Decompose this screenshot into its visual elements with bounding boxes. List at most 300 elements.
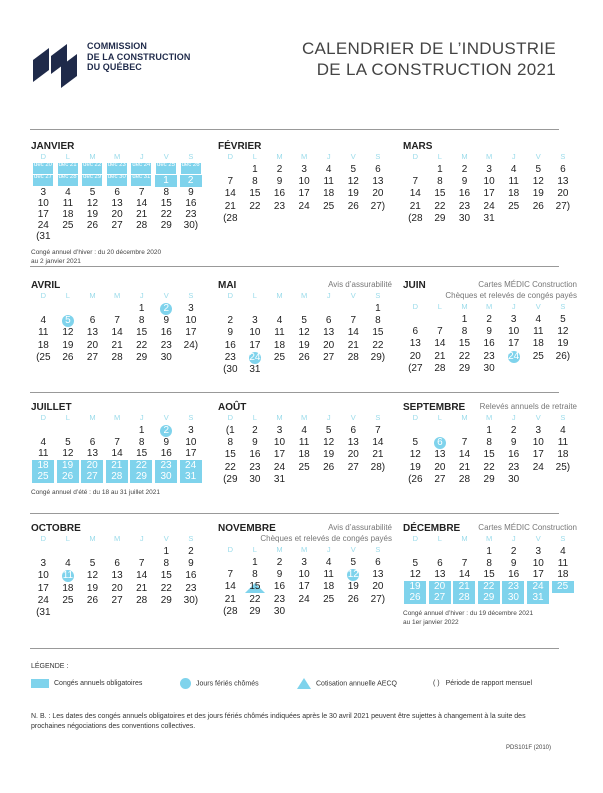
weekday-label: D bbox=[40, 534, 46, 543]
day-cell: 8 bbox=[461, 326, 468, 338]
day-cell: 23 bbox=[160, 339, 172, 351]
weekday-label: M bbox=[461, 152, 468, 161]
day-cell: 18 bbox=[323, 188, 335, 200]
day-cell: 25 bbox=[323, 593, 335, 605]
weekday-label: M bbox=[113, 413, 121, 422]
day-cell: 11 bbox=[298, 437, 310, 449]
org-line-1: COMMISSION bbox=[87, 41, 148, 51]
day-cell: 5 bbox=[325, 425, 332, 436]
day-cell: 17 bbox=[532, 569, 544, 581]
day-cell: 30 bbox=[508, 473, 520, 485]
day-cell: 13 bbox=[111, 570, 123, 582]
day-cell: 6 bbox=[560, 164, 566, 175]
day-cell: 12 bbox=[298, 327, 310, 339]
day-cell: 26 bbox=[86, 594, 99, 606]
day-cell: 6 bbox=[412, 326, 419, 338]
weekday-label: V bbox=[350, 545, 356, 554]
vacation-day: 31 bbox=[180, 471, 202, 483]
day-cell: 8 bbox=[375, 315, 381, 327]
day-cell: 7 bbox=[227, 176, 234, 188]
day-cell: 10 bbox=[532, 437, 544, 449]
day-cell: 4 bbox=[325, 164, 332, 175]
day-cell: 1 bbox=[252, 164, 258, 175]
day-cell: 15 bbox=[136, 327, 148, 339]
day-cell: 24 bbox=[532, 461, 544, 473]
day-cell: 2 bbox=[510, 425, 517, 436]
vacation-day: 24 bbox=[180, 460, 202, 472]
weekday-label: J bbox=[326, 413, 331, 422]
day-cell: 29 bbox=[434, 212, 446, 224]
weekday-label: M bbox=[89, 152, 96, 161]
day-cell: 20 bbox=[347, 449, 359, 461]
day-cell: 26 bbox=[298, 351, 310, 363]
day-cell: 12 bbox=[62, 327, 74, 339]
day-cell: 9 bbox=[163, 436, 170, 448]
day-cell: 19 bbox=[347, 188, 359, 200]
vacation-day: 21 bbox=[453, 581, 475, 593]
vacation-day: 27 bbox=[81, 471, 103, 483]
day-cell: 13 bbox=[86, 448, 99, 460]
day-cell: 16 bbox=[508, 569, 520, 581]
day-cell: 9 bbox=[510, 437, 517, 449]
day-cell: 8 bbox=[227, 437, 234, 449]
day-cell: 7 bbox=[227, 569, 234, 581]
day-cell: 31 bbox=[273, 473, 286, 485]
weekday-label: D bbox=[227, 152, 233, 161]
document-code: PDS101F (2010) bbox=[505, 745, 551, 751]
weekday-label: M bbox=[113, 534, 121, 543]
day-cell: (27 bbox=[408, 362, 423, 374]
day-cell: 30 bbox=[160, 351, 172, 363]
day-cell: 29 bbox=[136, 351, 148, 363]
weekday-label: M bbox=[461, 534, 468, 543]
vacation-day: 25 bbox=[552, 581, 574, 593]
weekday-label: M bbox=[113, 291, 121, 300]
month-name: MARS bbox=[403, 141, 433, 152]
organization-name bbox=[87, 41, 190, 73]
vacation-day: 28 bbox=[106, 471, 128, 483]
day-cell: 26 bbox=[323, 461, 335, 473]
weekday-label: D bbox=[412, 302, 418, 311]
day-cell: 11 bbox=[508, 176, 519, 188]
day-cell: 23 bbox=[224, 351, 236, 363]
day-cell: 28 bbox=[111, 351, 123, 363]
day-cell: 11 bbox=[323, 569, 334, 581]
weekday-label: M bbox=[276, 545, 283, 554]
day-cell: 20 bbox=[409, 350, 421, 362]
day-cell: 27 bbox=[86, 351, 99, 363]
day-cell: 12 bbox=[409, 449, 421, 461]
org-line-3: DU QUÉBEC bbox=[87, 62, 142, 72]
vacation-day: 27 bbox=[429, 592, 451, 604]
day-cell: 23 bbox=[483, 350, 495, 362]
day-cell: 3 bbox=[301, 557, 307, 568]
vacation-day: 28 bbox=[453, 592, 475, 604]
holiday-day bbox=[154, 425, 179, 437]
day-cell: 12 bbox=[86, 570, 99, 582]
day-cell: 22 bbox=[249, 593, 261, 605]
weekday-label: S bbox=[560, 152, 566, 161]
day-cell: 12 bbox=[557, 326, 569, 338]
weekday-label: J bbox=[326, 152, 331, 161]
aecq-day bbox=[243, 581, 268, 593]
month-name: NOVEMBRE bbox=[218, 523, 276, 534]
vacation-day: déc 20 bbox=[33, 163, 53, 174]
day-cell: 19 bbox=[86, 582, 99, 594]
month-note: Chèques et relevés de congés payés bbox=[445, 291, 577, 300]
day-cell: 18 bbox=[62, 582, 74, 594]
day-cell: 22 bbox=[458, 350, 471, 362]
day-cell: 25 bbox=[532, 350, 544, 362]
day-cell: 9 bbox=[252, 437, 258, 449]
holiday-circle: 2 bbox=[160, 425, 172, 437]
vacation-day: déc 30 bbox=[107, 175, 127, 186]
day-cell: 9 bbox=[276, 176, 283, 188]
month-février bbox=[218, 141, 392, 259]
day-cell: 3 bbox=[510, 314, 517, 325]
day-cell: 9 bbox=[227, 327, 234, 339]
month-mars bbox=[403, 141, 577, 259]
day-cell: 12 bbox=[532, 176, 544, 188]
holiday-circle: 5 bbox=[62, 315, 74, 327]
weekday-label: S bbox=[560, 302, 566, 311]
holiday-day bbox=[428, 437, 453, 449]
month-footnote: Congé annuel d’hiver : du 19 décembre 2021 bbox=[403, 610, 534, 617]
day-cell: 5 bbox=[89, 187, 96, 198]
weekday-label: V bbox=[535, 152, 541, 161]
month-name: JUIN bbox=[403, 280, 426, 291]
day-cell: 27) bbox=[555, 200, 571, 212]
day-cell: 15 bbox=[372, 327, 384, 339]
day-cell: 6 bbox=[437, 557, 443, 569]
month-juin bbox=[403, 280, 577, 398]
weekday-label: D bbox=[227, 545, 233, 554]
day-cell: 22 bbox=[372, 339, 384, 351]
weekday-label: M bbox=[485, 152, 493, 161]
day-cell: 16 bbox=[249, 449, 261, 461]
weekday-label: V bbox=[535, 302, 541, 311]
day-cell: 4 bbox=[301, 425, 307, 436]
weekday-label: L bbox=[252, 413, 257, 422]
weekday-label: D bbox=[227, 291, 233, 300]
day-cell: 4 bbox=[65, 187, 71, 198]
day-cell: 20 bbox=[111, 582, 123, 594]
month-juillet bbox=[31, 402, 205, 520]
day-cell: 23 bbox=[508, 461, 520, 473]
holiday-day bbox=[341, 569, 366, 581]
day-cell: 21 bbox=[347, 339, 359, 351]
day-cell: 3 bbox=[535, 546, 542, 557]
day-cell: 11 bbox=[557, 437, 569, 449]
day-cell: 14 bbox=[434, 338, 446, 350]
weekday-label: S bbox=[188, 534, 194, 543]
day-cell: 4 bbox=[65, 558, 71, 570]
day-cell: 29 bbox=[249, 605, 261, 617]
day-cell: 6 bbox=[114, 187, 120, 198]
day-cell: (25 bbox=[36, 351, 51, 363]
weekday-label: J bbox=[139, 534, 144, 543]
day-cell: 10 bbox=[483, 176, 495, 188]
day-cell: 17 bbox=[185, 448, 197, 460]
day-cell: 14 bbox=[347, 327, 359, 339]
weekday-label: S bbox=[375, 545, 381, 554]
day-cell: 14 bbox=[458, 449, 471, 461]
day-cell: 24 bbox=[483, 200, 495, 212]
day-cell: 2 bbox=[252, 425, 258, 436]
day-cell: 20 bbox=[86, 339, 99, 351]
day-cell: 17 bbox=[37, 582, 49, 594]
day-cell: 1 bbox=[138, 303, 145, 314]
day-cell: 27) bbox=[370, 593, 386, 605]
day-cell: (30 bbox=[223, 364, 238, 375]
day-cell: 12 bbox=[409, 569, 421, 581]
weekday-label: D bbox=[40, 152, 46, 161]
day-cell: 23 bbox=[458, 200, 471, 212]
weekday-label: L bbox=[252, 152, 257, 161]
title-line-2: DE LA CONSTRUCTION 2021 bbox=[316, 60, 556, 79]
day-cell: 24 bbox=[298, 593, 310, 605]
day-cell: 22 bbox=[483, 461, 495, 473]
day-cell: 3 bbox=[301, 164, 307, 175]
day-cell: 30 bbox=[458, 212, 471, 224]
day-cell: 21 bbox=[434, 350, 446, 362]
day-cell: 24 bbox=[298, 200, 310, 212]
day-cell: 5 bbox=[412, 437, 419, 449]
day-cell: 9 bbox=[510, 557, 517, 569]
day-cell: 4 bbox=[40, 315, 47, 327]
weekday-label: J bbox=[139, 291, 144, 300]
day-cell: 25 bbox=[508, 200, 520, 212]
weekday-label: M bbox=[300, 413, 308, 422]
day-cell: 31 bbox=[483, 212, 495, 224]
month-note: Avis d’assurabilité bbox=[328, 280, 392, 289]
day-cell: 26) bbox=[555, 350, 571, 362]
day-cell: 6 bbox=[325, 315, 332, 327]
day-cell: 25 bbox=[298, 461, 310, 473]
day-cell: 15 bbox=[160, 198, 172, 209]
day-cell: 24 bbox=[37, 594, 49, 606]
day-cell: 10 bbox=[249, 327, 261, 339]
day-cell: 14 bbox=[224, 188, 236, 200]
holiday-circle: 2 bbox=[160, 303, 172, 315]
day-cell: 4 bbox=[276, 315, 283, 327]
day-cell: 18 bbox=[273, 339, 286, 351]
day-cell: 29 bbox=[458, 362, 471, 374]
day-cell: 27 bbox=[323, 351, 335, 363]
day-cell: 10 bbox=[298, 176, 310, 188]
day-cell: 21 bbox=[224, 593, 236, 605]
day-cell: 21 bbox=[458, 461, 471, 473]
day-cell: 13 bbox=[323, 327, 335, 339]
day-cell: 4 bbox=[560, 425, 566, 436]
weekday-label: D bbox=[40, 413, 46, 422]
holiday-circle: 24 bbox=[508, 350, 520, 362]
vacation-day: 29 bbox=[478, 592, 500, 604]
day-cell: 27 bbox=[111, 220, 123, 231]
day-cell: 3 bbox=[535, 425, 542, 436]
day-cell: 1 bbox=[252, 557, 258, 568]
month-décembre bbox=[403, 523, 577, 641]
day-cell: 20 bbox=[557, 188, 569, 200]
day-cell: 6 bbox=[114, 558, 120, 570]
day-cell: 3 bbox=[276, 425, 283, 436]
weekday-label: V bbox=[535, 413, 541, 422]
day-cell: (28 bbox=[223, 605, 238, 617]
day-cell: 28 bbox=[434, 362, 446, 374]
day-cell: 10 bbox=[532, 557, 544, 569]
month-name: JUILLET bbox=[31, 402, 72, 413]
day-cell: 14 bbox=[224, 581, 236, 593]
cconstruction-logo bbox=[31, 40, 81, 88]
vacation-day: 23 bbox=[502, 581, 524, 593]
vacation-day: déc 23 bbox=[107, 163, 127, 174]
vacation-day: 18 bbox=[32, 460, 54, 472]
day-cell: 9 bbox=[486, 326, 492, 338]
day-cell: 8 bbox=[138, 436, 145, 448]
weekday-label: S bbox=[188, 413, 194, 422]
vacation-day: déc 21 bbox=[58, 163, 78, 174]
weekday-label: V bbox=[163, 413, 169, 422]
weekday-label: V bbox=[535, 534, 541, 543]
day-cell: 5 bbox=[560, 314, 566, 325]
holiday-circle: 6 bbox=[434, 437, 446, 449]
day-cell: 7 bbox=[461, 557, 468, 569]
day-cell: 20 bbox=[323, 339, 335, 351]
month-name: DÉCEMBRE bbox=[403, 523, 461, 534]
day-cell: 21 bbox=[136, 582, 148, 594]
day-cell: 19 bbox=[557, 338, 569, 350]
weekday-label: D bbox=[227, 413, 233, 422]
day-cell: 3 bbox=[188, 303, 194, 314]
day-cell: 16 bbox=[160, 448, 172, 460]
day-cell: 7 bbox=[114, 436, 120, 448]
month-name: SEPTEMBRE bbox=[403, 402, 466, 413]
vacation-day: 25 bbox=[32, 471, 54, 483]
day-cell: 14 bbox=[372, 437, 384, 449]
day-cell: 21 bbox=[224, 200, 236, 212]
day-cell: 11 bbox=[557, 557, 569, 569]
vacation-day: 22 bbox=[130, 460, 152, 472]
day-cell: 12 bbox=[62, 448, 74, 460]
day-cell: 7 bbox=[138, 558, 145, 570]
day-cell: 4 bbox=[325, 557, 332, 568]
day-cell: 16 bbox=[483, 338, 495, 350]
month-note: Relevés annuels de retraite bbox=[479, 402, 577, 411]
legend-label: Congés annuels obligatoires bbox=[54, 680, 143, 687]
day-cell: 31 bbox=[249, 364, 261, 375]
day-number: 15 bbox=[249, 581, 261, 593]
day-cell: 24 bbox=[273, 461, 286, 473]
holiday-day bbox=[154, 303, 179, 315]
day-cell: 3 bbox=[188, 425, 194, 436]
vacation-day: 30 bbox=[155, 471, 177, 483]
divider bbox=[30, 266, 559, 267]
day-cell: 10 bbox=[37, 570, 49, 582]
day-cell: 29 bbox=[160, 220, 172, 231]
day-cell: 30) bbox=[183, 220, 199, 231]
day-cell: 13 bbox=[409, 338, 421, 350]
title-line-1: CALENDRIER DE L’INDUSTRIE bbox=[301, 39, 556, 58]
weekday-label: M bbox=[485, 534, 493, 543]
vacation-day: 19 bbox=[57, 460, 79, 472]
day-cell: 10 bbox=[185, 315, 197, 327]
day-cell: 22 bbox=[249, 200, 261, 212]
day-cell: 2 bbox=[227, 315, 234, 327]
month-janvier bbox=[31, 141, 205, 265]
day-cell: 17 bbox=[298, 581, 310, 593]
day-cell: (31 bbox=[36, 231, 51, 242]
day-cell: 21 bbox=[111, 339, 123, 351]
day-cell: 15 bbox=[483, 569, 495, 581]
day-cell: 15 bbox=[458, 338, 471, 350]
month-name: AVRIL bbox=[31, 280, 61, 291]
month-footnote: Congé annuel d’été : du 18 au 31 juillet 2021 bbox=[31, 489, 161, 496]
day-cell: 13 bbox=[372, 176, 384, 188]
day-cell: 17 bbox=[508, 338, 520, 350]
day-cell: 23 bbox=[273, 200, 286, 212]
day-cell: 13 bbox=[347, 437, 359, 449]
day-cell: 2 bbox=[510, 546, 517, 557]
day-cell: 30 bbox=[249, 473, 261, 485]
month-name: JANVIER bbox=[31, 141, 75, 152]
weekday-label: S bbox=[188, 152, 194, 161]
day-cell: 13 bbox=[434, 569, 446, 581]
day-cell: 30 bbox=[273, 605, 286, 617]
month-novembre bbox=[218, 523, 392, 641]
day-cell: 3 bbox=[40, 558, 47, 570]
weekday-label: V bbox=[350, 413, 356, 422]
day-cell: (31 bbox=[36, 607, 51, 618]
day-cell: 19 bbox=[532, 188, 544, 200]
day-cell: 1 bbox=[138, 425, 145, 436]
weekday-label: M bbox=[113, 152, 121, 161]
weekday-label: M bbox=[89, 534, 96, 543]
day-cell: 16 bbox=[185, 570, 197, 582]
day-cell: 23 bbox=[249, 461, 261, 473]
holiday-day bbox=[501, 351, 526, 363]
day-cell: 5 bbox=[65, 436, 71, 448]
day-cell: 13 bbox=[111, 198, 123, 209]
day-cell: 25) bbox=[555, 461, 571, 473]
weekday-label: L bbox=[437, 302, 442, 311]
day-cell: 11 bbox=[62, 198, 74, 209]
vacation-day: déc 29 bbox=[82, 175, 102, 186]
circle-swatch-icon bbox=[180, 678, 191, 689]
vacation-day: 20 bbox=[429, 581, 451, 593]
day-cell: 15 bbox=[224, 449, 236, 461]
day-cell: 20 bbox=[372, 188, 384, 200]
day-cell: 24) bbox=[183, 339, 199, 351]
vacation-day: 1 bbox=[155, 175, 177, 187]
weekday-label: L bbox=[437, 152, 442, 161]
day-cell: 28) bbox=[370, 461, 386, 473]
day-cell: 30 bbox=[483, 362, 495, 374]
month-septembre bbox=[403, 402, 577, 520]
day-cell: 9 bbox=[188, 558, 194, 570]
weekday-label: J bbox=[511, 302, 516, 311]
legend-label: Période de rapport mensuel bbox=[445, 680, 532, 687]
square-swatch-icon bbox=[31, 679, 49, 688]
holiday-circle: 12 bbox=[347, 569, 359, 581]
day-cell: 18 bbox=[557, 449, 569, 461]
month-name: OCTOBRE bbox=[31, 523, 81, 534]
day-cell: (28 bbox=[408, 212, 423, 224]
day-cell: 14 bbox=[136, 570, 148, 582]
day-cell: 17 bbox=[532, 449, 544, 461]
day-cell: 8 bbox=[252, 569, 258, 581]
weekday-label: J bbox=[326, 291, 331, 300]
day-cell: 18 bbox=[37, 339, 49, 351]
